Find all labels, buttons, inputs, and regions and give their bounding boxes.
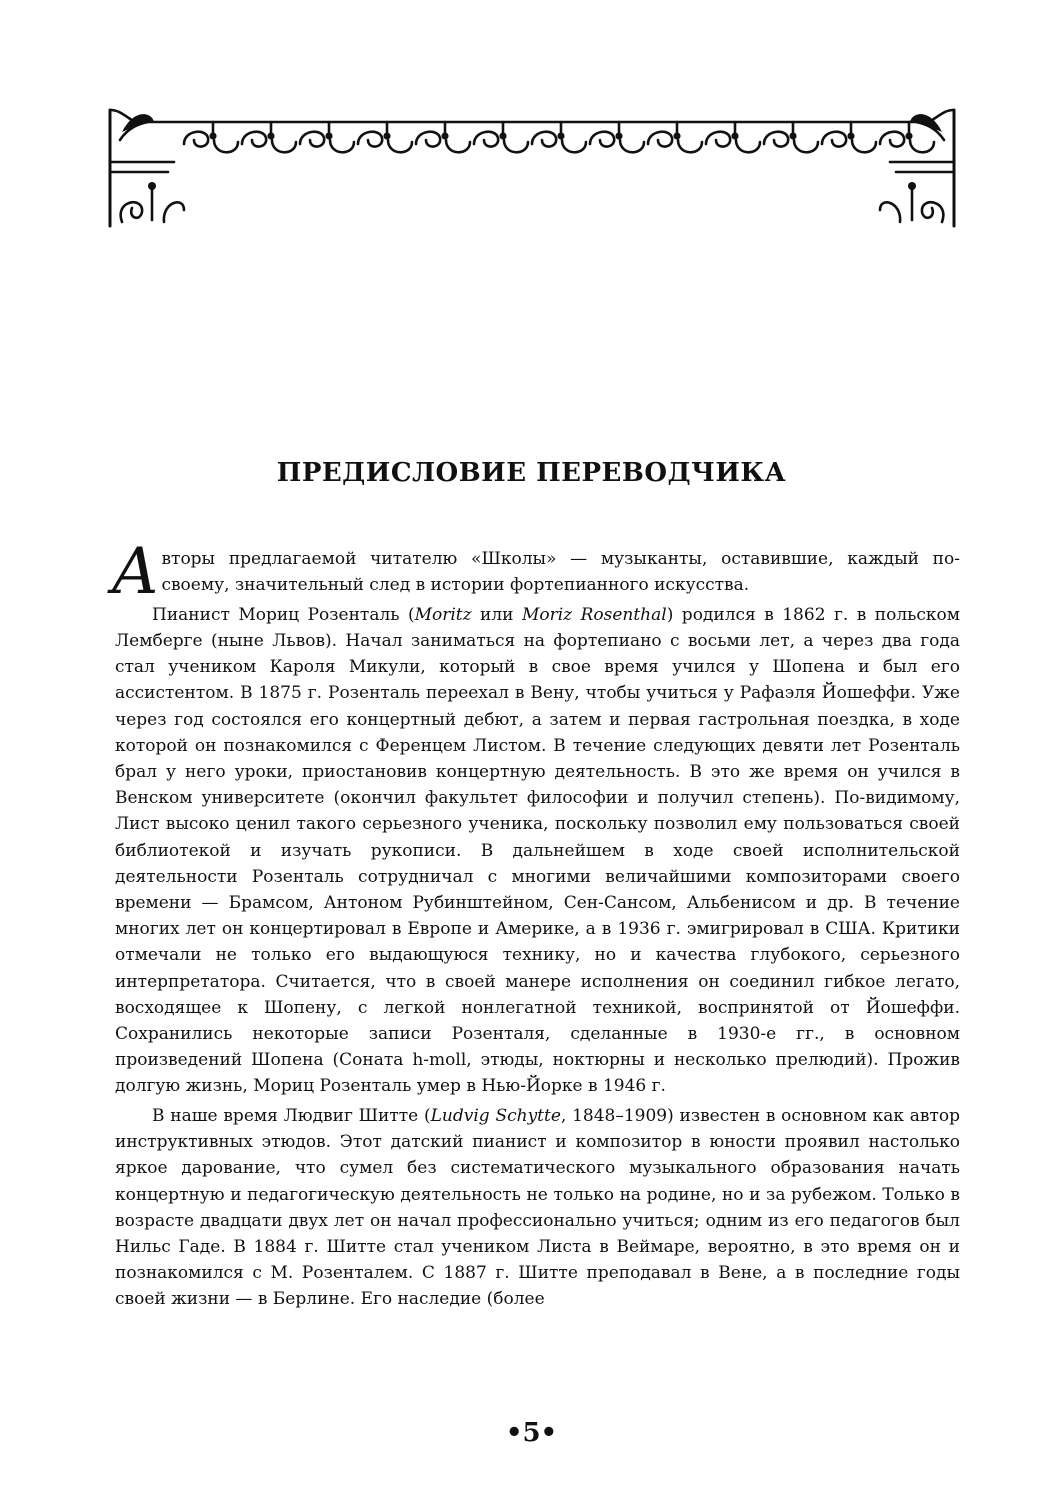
italic-name: Moriz Rosenthal	[521, 604, 667, 625]
paragraph-text: ) родился в 1862 г. в польском Лемберге (ныне Львов). Начал заниматься на фортепиано с восьми лет, а через два года стал учеником Кароля Микули, который в свое время учился у Шопена и был его ассистентом. В 1875 г. Розенталь переехал в Вену, чтобы учиться у Рафаэля Йошеффи. Уже через год состоялся его концертный дебют, а затем и первая гастрольная поездка, в ходе которой он познакомился с Ференцем Листом. В течение следующих девяти лет Розенталь брал у него уроки, приостановив концертную деятельность. В это же время он учился в Венском университете (окончил факультет философии и получил степень). По-видимому, Лист высоко ценил такого серьезного ученика, поскольку позволил ему пользоваться своей библиотекой и изучать рукописи. В дальнейшем в ходе своей исполнительской деятельности Розенталь сотрудничал с многими величайшими композиторами своего времени — Брамсом, Антоном Рубинштейном, Сен-Сансом, Альбенисом и др. В течение многих лет он концертировал в Европе и Америке, а в 1936 г. эмигрировал в США. Критики отмечали не только его выдающуюся технику, но и качества глубокого, серьезного интерпретатора. Считается, что в своей манере исполнения он соединил гибкое легато, восходящее к Шопену, с легкой нонлегатной техникой, воспринятой от Йошеффи. Сохранились некоторые записи Розенталя, сделанные в 1930-е гг., в основном произведений Шопена (Соната h-moll, этюды, ноктюрны и несколько прелюдий). Прожив долгую жизнь, Мориц Розенталь умер в Нью-Йорке в 1946 г.	[115, 604, 960, 1097]
paragraph-text: или	[471, 604, 522, 625]
paragraph	[115, 1103, 960, 1313]
paragraph-text: вторы предлагаемой читателю «Школы» — музыканты, оставившие, каждый по-своему, значительный след в истории фортепианного искусства.	[161, 549, 960, 596]
paragraph-text: Пианист Мориц Розенталь (	[152, 604, 415, 625]
page-number: •5•	[505, 1418, 558, 1448]
italic-name: Moritz	[414, 604, 472, 625]
body-text	[111, 535, 961, 1316]
paragraph-text: , 1848–1909) известен в основном как автор инструктивных этюдов. Этот датский пианист и композитор в юности проявил настолько яркое дарование, что сумел без систематического музыкального образования начать концертную и педагогическую деятельность не только на родине, но и за рубежом. Только в возрасте двадцати двух лет он начал профессионально учиться; одним из его педагогов был Нильс Гаде. В 1884 г. Шитте стал учеником Листа в Веймаре, вероятно, в это время он и познакомился с М. Розенталем. С 1887 г. Шитте преподавал в Вене, а в последние годы своей жизни — в Берлине. Его наследие (более	[115, 1106, 961, 1310]
art-nouveau-header-ornament-icon	[104, 100, 960, 232]
paragraph	[111, 535, 960, 609]
paragraph-text: В наше время Людвиг Шитте (	[152, 1106, 431, 1127]
drop-cap: А	[111, 535, 160, 609]
page-title: ПРЕДИСЛОВИЕ ПЕРЕВОДЧИКА	[276, 458, 787, 488]
paragraph	[115, 602, 960, 1100]
italic-name: Ludvig Schytte	[430, 1106, 561, 1127]
